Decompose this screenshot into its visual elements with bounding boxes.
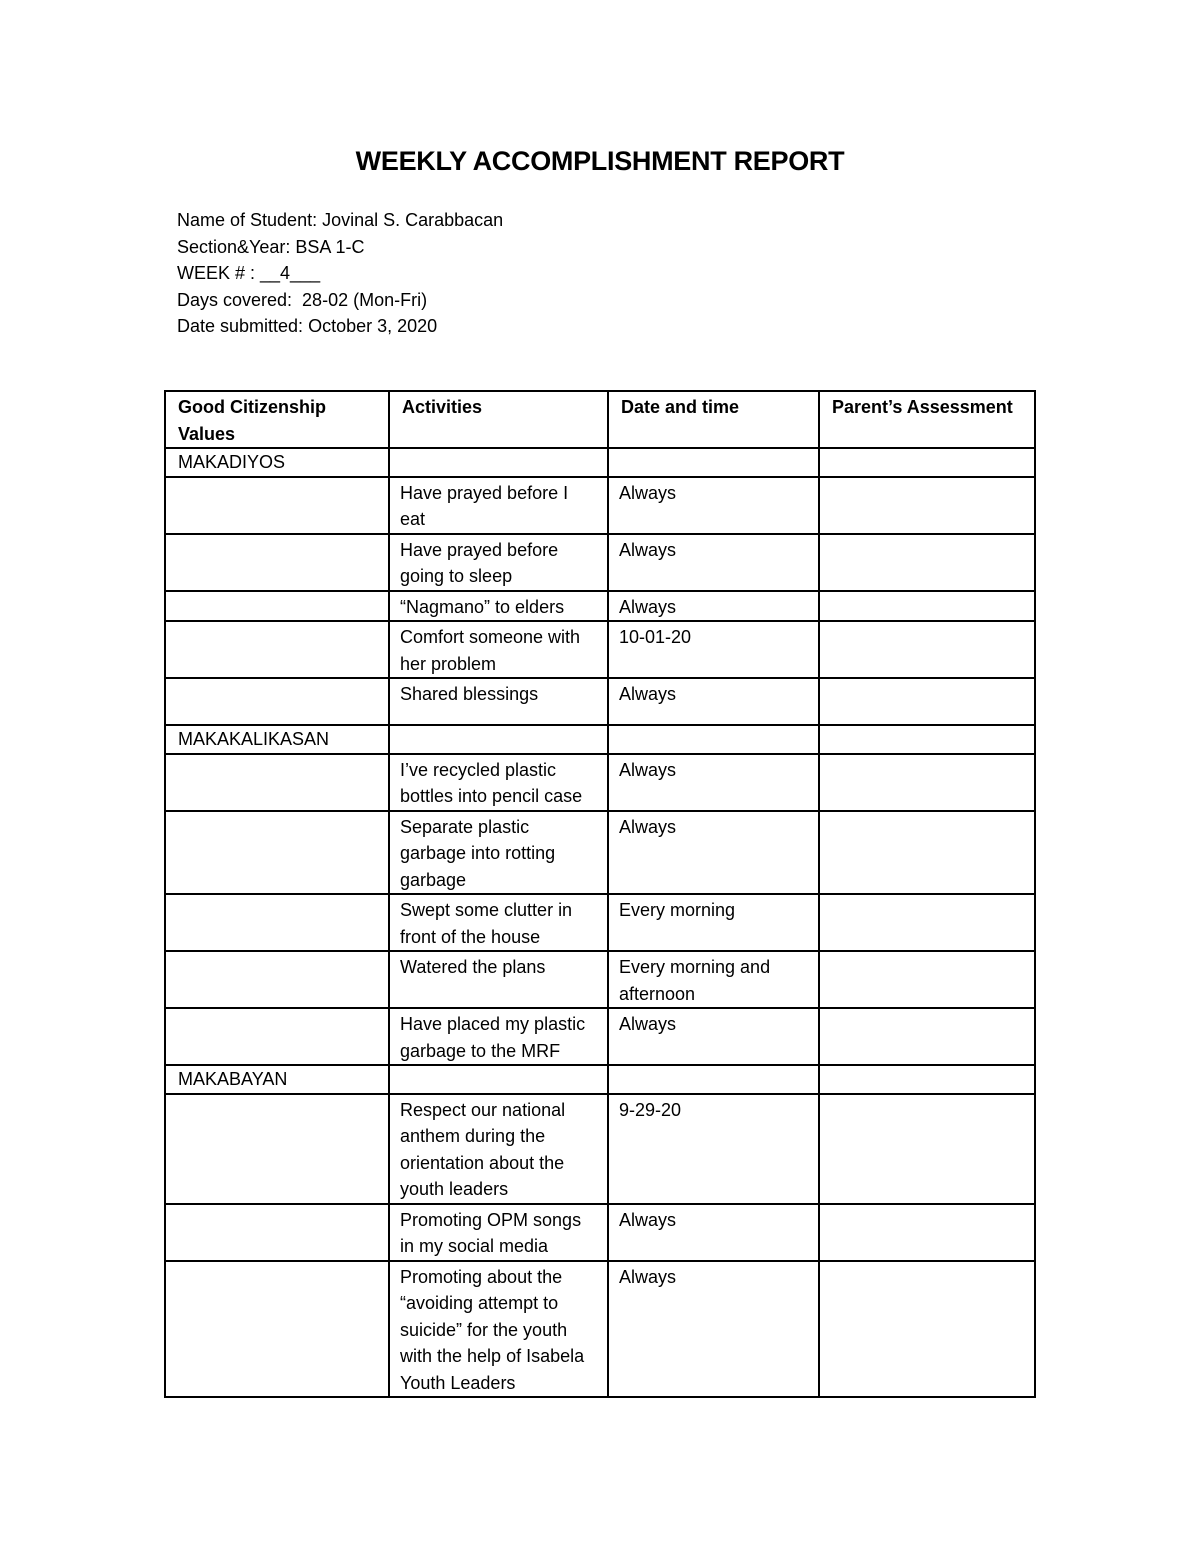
date-cell: Always [608,591,819,622]
table-row [165,894,1035,951]
table-row [165,951,1035,1008]
date-cell: 9-29-20 [608,1094,819,1204]
date-cell: Always [608,811,819,895]
table-header-row [165,391,1035,448]
student-info [177,207,503,340]
assessment-cell [819,1094,1035,1204]
activity-cell: “Nagmano” to elders [389,591,608,622]
activity-cell: Promoting about the “avoiding attempt to suicide” for the youth with the help of Isabela Youth Leaders [389,1261,608,1398]
table-row [165,811,1035,895]
category-row [165,1065,1035,1094]
activity-cell: Comfort someone with her problem [389,621,608,678]
activity-cell: Have placed my plastic garbage to the MRF [389,1008,608,1065]
accomplishment-table [164,390,1036,1398]
header-date-time: Date and time [608,391,819,448]
assessment-cell [819,811,1035,895]
date-cell: Every morning and afternoon [608,951,819,1008]
date-cell: Always [608,534,819,591]
student-name: Name of Student: Jovinal S. Carabbacan [177,210,504,230]
date-cell: Always [608,1261,819,1398]
category-label: MAKADIYOS [165,448,389,477]
date-cell: Always [608,754,819,811]
header-activities: Activities [389,391,608,448]
activity-cell: Separate plastic garbage into rotting garbage [389,811,608,895]
table-row [165,678,1035,725]
assessment-cell [819,1261,1035,1398]
section-year: Section&Year: BSA 1-C [177,236,365,257]
assessment-cell [819,754,1035,811]
date-cell: Always [608,678,819,725]
date-submitted: Date submitted: October 3, 2020 [177,316,438,336]
activity-cell: Respect our national anthem during the orientation about the youth leaders [389,1094,608,1204]
activity-cell: Swept some clutter in front of the house [389,894,608,951]
week-number: WEEK # : __4___ [177,263,321,283]
header-parent-assessment: Parent’s Assessment [819,391,1035,448]
activity-cell: Watered the plans [389,951,608,1008]
assessment-cell [819,1008,1035,1065]
table-row [165,591,1035,622]
date-cell: Every morning [608,894,819,951]
header-values: Good Citizenship Values [165,391,389,448]
assessment-cell [819,477,1035,534]
activity-cell: Shared blessings [389,678,608,725]
days-covered: Days covered: 28-02 (Mon-Fri) [177,289,428,310]
date-cell: Always [608,1008,819,1065]
table-row [165,754,1035,811]
assessment-cell [819,951,1035,1008]
date-cell: 10-01-20 [608,621,819,678]
assessment-cell [819,678,1035,725]
activity-cell: I’ve recycled plastic bottles into pencil case [389,754,608,811]
table-row [165,477,1035,534]
table-row [165,621,1035,678]
category-label: MAKAKALIKASAN [165,725,389,754]
date-cell: Always [608,1204,819,1261]
assessment-cell [819,534,1035,591]
table-row [165,1094,1035,1204]
assessment-cell [819,591,1035,622]
table-row [165,1204,1035,1261]
assessment-cell [819,1204,1035,1261]
date-cell: Always [608,477,819,534]
activity-cell: Promoting OPM songs in my social media [389,1204,608,1261]
activity-cell: Have prayed before I eat [389,477,608,534]
table-row [165,1008,1035,1065]
category-label: MAKABAYAN [165,1065,389,1094]
assessment-cell [819,894,1035,951]
table-row [165,534,1035,591]
report-title: WEEKLY ACCOMPLISHMENT REPORT [355,146,845,176]
assessment-cell [819,621,1035,678]
activity-cell: Have prayed before going to sleep [389,534,608,591]
category-row [165,725,1035,754]
table-row [165,1261,1035,1398]
category-row [165,448,1035,477]
